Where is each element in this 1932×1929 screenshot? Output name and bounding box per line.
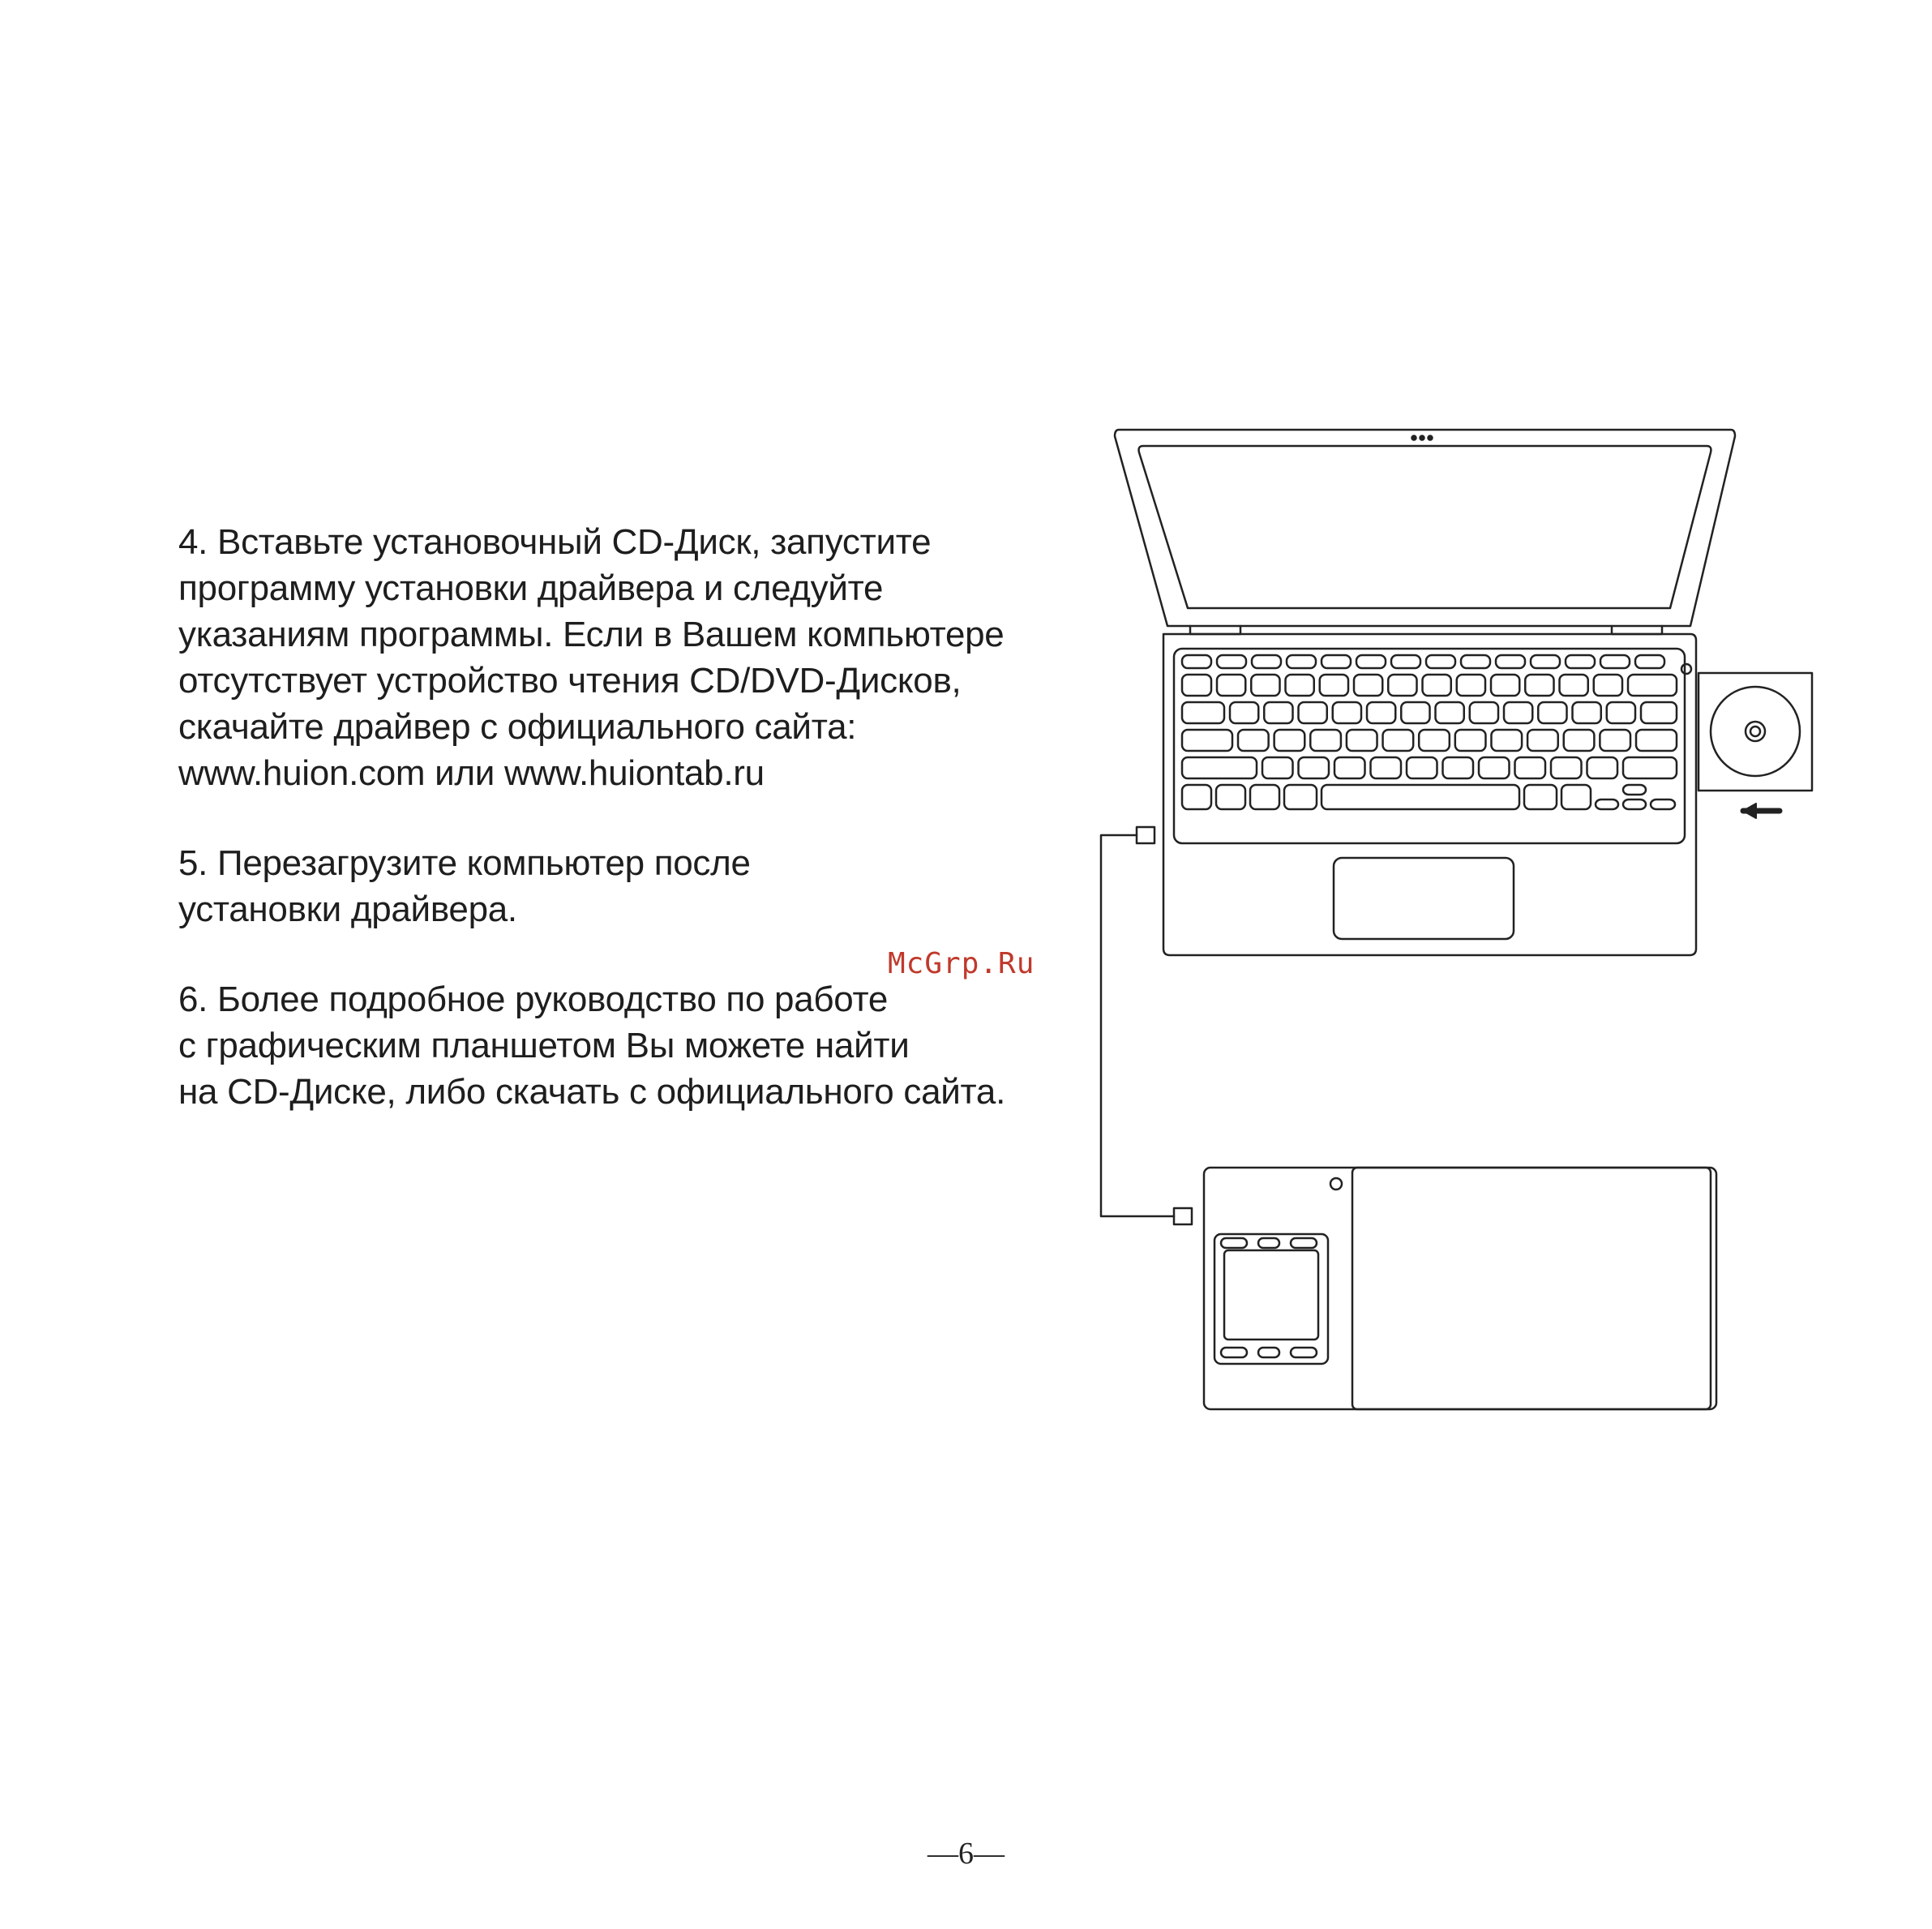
keyboard-key bbox=[1524, 785, 1557, 809]
step-line: 5. Перезагрузите компьютер после bbox=[178, 843, 751, 883]
step-line: с графическим планшетом Вы можете найти bbox=[178, 1026, 910, 1065]
keyboard-key bbox=[1262, 757, 1293, 778]
keyboard-key bbox=[1561, 785, 1591, 809]
keyboard-key bbox=[1635, 655, 1664, 668]
keyboard-key bbox=[1371, 757, 1402, 778]
keyboard-key bbox=[1182, 675, 1211, 696]
keyboard-key bbox=[1383, 730, 1414, 751]
keyboard-key bbox=[1274, 730, 1305, 751]
step-line: www.huion.com или www.huiontab.ru bbox=[178, 753, 765, 793]
keyboard-key bbox=[1491, 675, 1519, 696]
keyboard-key bbox=[1182, 702, 1224, 723]
keyboard-key bbox=[1491, 730, 1522, 751]
keyboard-key bbox=[1651, 799, 1675, 809]
step-line: указаниям программы. Если в Вашем компьютере bbox=[178, 615, 1005, 654]
watermark-text: McGrp.Ru bbox=[888, 947, 1035, 980]
cd-disc-icon bbox=[1699, 673, 1812, 791]
keyboard-key bbox=[1641, 702, 1677, 723]
keyboard-key bbox=[1607, 702, 1635, 723]
keyboard-key bbox=[1504, 702, 1532, 723]
keyboard-key bbox=[1299, 702, 1327, 723]
keyboard-key bbox=[1496, 655, 1525, 668]
keyboard-key bbox=[1455, 730, 1486, 751]
step-line: 4. Вставьте установочный CD-Диск, запустите bbox=[178, 522, 932, 562]
keyboard-key bbox=[1560, 675, 1588, 696]
step-line: программу установки драйвера и следуйте bbox=[178, 568, 884, 608]
keyboard-key bbox=[1217, 655, 1246, 668]
keyboard-key bbox=[1334, 757, 1365, 778]
keyboard-key bbox=[1566, 655, 1595, 668]
keyboard-key bbox=[1600, 655, 1630, 668]
keyboard-key bbox=[1252, 655, 1281, 668]
usb-cable-icon bbox=[1101, 827, 1192, 1224]
connection-illustration bbox=[1086, 414, 1816, 1427]
keyboard-key bbox=[1423, 675, 1451, 696]
keyboard-key bbox=[1238, 730, 1269, 751]
insert-arrow-icon bbox=[1743, 804, 1780, 818]
step-line: отсутствует устройство чтения CD/DVD-Дисков, bbox=[178, 661, 962, 701]
keyboard-key bbox=[1623, 785, 1646, 795]
keyboard-key bbox=[1401, 702, 1429, 723]
step-6 bbox=[178, 976, 1086, 1115]
step-line: скачайте драйвер с официального сайта: bbox=[178, 707, 857, 747]
keyboard-key bbox=[1594, 675, 1622, 696]
keyboard-key bbox=[1217, 675, 1245, 696]
keyboard-key bbox=[1367, 702, 1395, 723]
keyboard-key bbox=[1284, 785, 1317, 809]
keyboard-key bbox=[1356, 655, 1386, 668]
step-line: на CD-Диске, либо скачать с официального сайта. bbox=[178, 1072, 1006, 1112]
keyboard-key bbox=[1251, 675, 1279, 696]
keyboard-key bbox=[1527, 730, 1558, 751]
keyboard-key bbox=[1573, 702, 1601, 723]
keyboard-key bbox=[1182, 785, 1211, 809]
keyboard-key bbox=[1443, 757, 1474, 778]
keyboard-key bbox=[1250, 785, 1279, 809]
keyboard-key bbox=[1525, 675, 1553, 696]
keyboard-key bbox=[1182, 757, 1257, 778]
keyboard-key bbox=[1299, 757, 1330, 778]
keyboard-key bbox=[1230, 702, 1258, 723]
keyboard-key bbox=[1564, 730, 1595, 751]
keyboard-key bbox=[1596, 799, 1618, 809]
keyboard-key bbox=[1457, 675, 1485, 696]
keyboard-key bbox=[1461, 655, 1490, 668]
keyboard-key bbox=[1310, 730, 1341, 751]
keyboard-key bbox=[1531, 655, 1560, 668]
keyboard-key bbox=[1426, 655, 1455, 668]
keyboard-key bbox=[1628, 675, 1677, 696]
step-line: 6. Более подробное руководство по работе bbox=[178, 980, 889, 1019]
keyboard-key bbox=[1538, 702, 1566, 723]
step-line: установки драйвера. bbox=[178, 889, 517, 929]
step-5 bbox=[178, 840, 1086, 932]
keyboard-key bbox=[1322, 655, 1351, 668]
keyboard-key bbox=[1354, 675, 1382, 696]
keyboard-key bbox=[1636, 730, 1677, 751]
keyboard-key bbox=[1623, 799, 1646, 809]
keyboard-key bbox=[1333, 702, 1361, 723]
keyboard-key bbox=[1347, 730, 1377, 751]
keyboard-key bbox=[1470, 702, 1498, 723]
keyboard-key bbox=[1600, 730, 1630, 751]
keyboard-key bbox=[1182, 655, 1211, 668]
keyboard-key bbox=[1479, 757, 1510, 778]
keyboard-key bbox=[1322, 785, 1519, 809]
keyboard-key bbox=[1216, 785, 1245, 809]
keyboard-key bbox=[1388, 675, 1416, 696]
keyboard-key bbox=[1419, 730, 1450, 751]
keyboard-key bbox=[1515, 757, 1546, 778]
keyboard-key bbox=[1587, 757, 1618, 778]
keyboard-icon bbox=[1182, 655, 1677, 809]
keyboard-key bbox=[1320, 675, 1348, 696]
instructions bbox=[178, 519, 1086, 1159]
keyboard-key bbox=[1551, 757, 1582, 778]
keyboard-key bbox=[1407, 757, 1437, 778]
laptop-icon bbox=[1115, 430, 1735, 955]
keyboard-key bbox=[1287, 655, 1316, 668]
keyboard-key bbox=[1286, 675, 1314, 696]
step-4 bbox=[178, 519, 1086, 796]
page-number: —6— bbox=[927, 1837, 1005, 1871]
keyboard-key bbox=[1436, 702, 1464, 723]
graphics-tablet-icon bbox=[1204, 1168, 1716, 1409]
keyboard-key bbox=[1391, 655, 1420, 668]
keyboard-key bbox=[1182, 730, 1232, 751]
keyboard-key bbox=[1623, 757, 1677, 778]
keyboard-key bbox=[1264, 702, 1292, 723]
